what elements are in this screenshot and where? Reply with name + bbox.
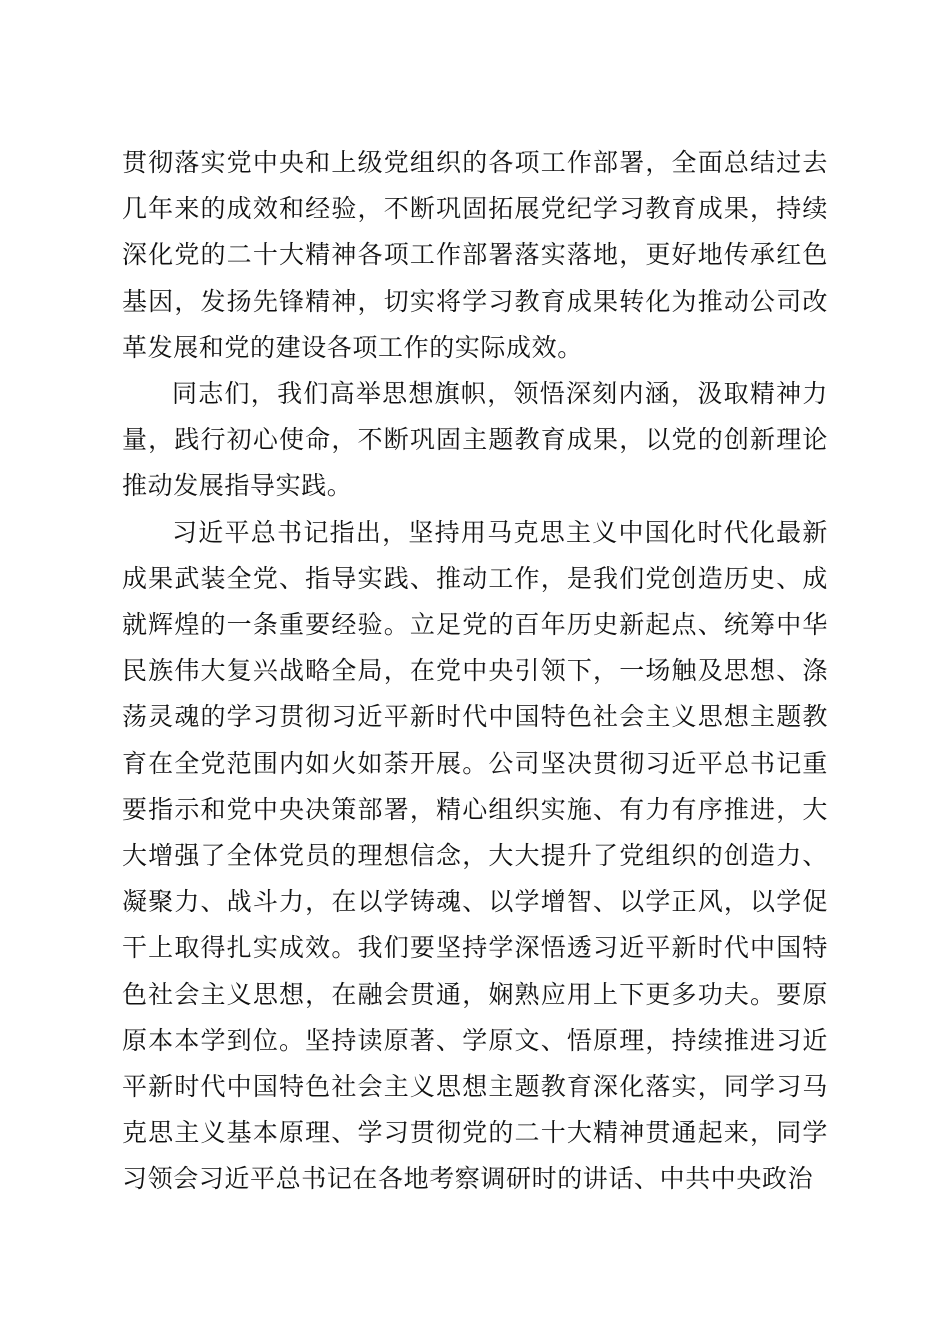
document-body <box>122 140 828 1203</box>
paragraph-continuation: 贯彻落实党中央和上级党组织的各项工作部署，全面总结过去几年来的成效和经验，不断巩固拓展党纪学习教育成果，持续深化党的二十大精神各项工作部署落实落地，更好地传承红色基因，发扬先锋精神，切实将学习教育成果转化为推动公司改革发展和党的建设各项工作的实际成效。 <box>122 148 828 362</box>
paragraph-comrades: 同志们，我们高举思想旗帜，领悟深刻内涵，汲取精神力量，践行初心使命，不断巩固主题教育成果，以党的创新理论推动发展指导实践。 <box>122 379 828 501</box>
paragraph-main: 习近平总书记指出，坚持用马克思主义中国化时代化最新成果武装全党、指导实践、推动工作，是我们党创造历史、成就辉煌的一条重要经验。立足党的百年历史新起点、统筹中华民族伟大复兴战略全局，在党中央引领下，一场触及思想、涤荡灵魂的学习贯彻习近平新时代中国特色社会主义思想主题教育在全党范围内如火如荼开展。公司坚决贯彻习近平总书记重要指示和党中央决策部署，精心组织实施、有力有序推进，大大增强了全体党员的理想信念，大大提升了党组织的创造力、凝聚力、战斗力，在以学铸魂、以学增智、以学正风，以学促干上取得扎实成效。我们要坚持学深悟透习近平新时代中国特色社会主义思想，在融会贯通，娴熟应用上下更多功夫。要原原本本学到位。坚持读原著、学原文、悟原理，持续推进习近平新时代中国特色社会主义思想主题教育深化落实，同学习马克思主义基本原理、学习贯彻党的二十大精神贯通起来，同学习领会习近平总书记在各地考察调研时的讲话、中共中央政治 <box>122 517 828 1194</box>
